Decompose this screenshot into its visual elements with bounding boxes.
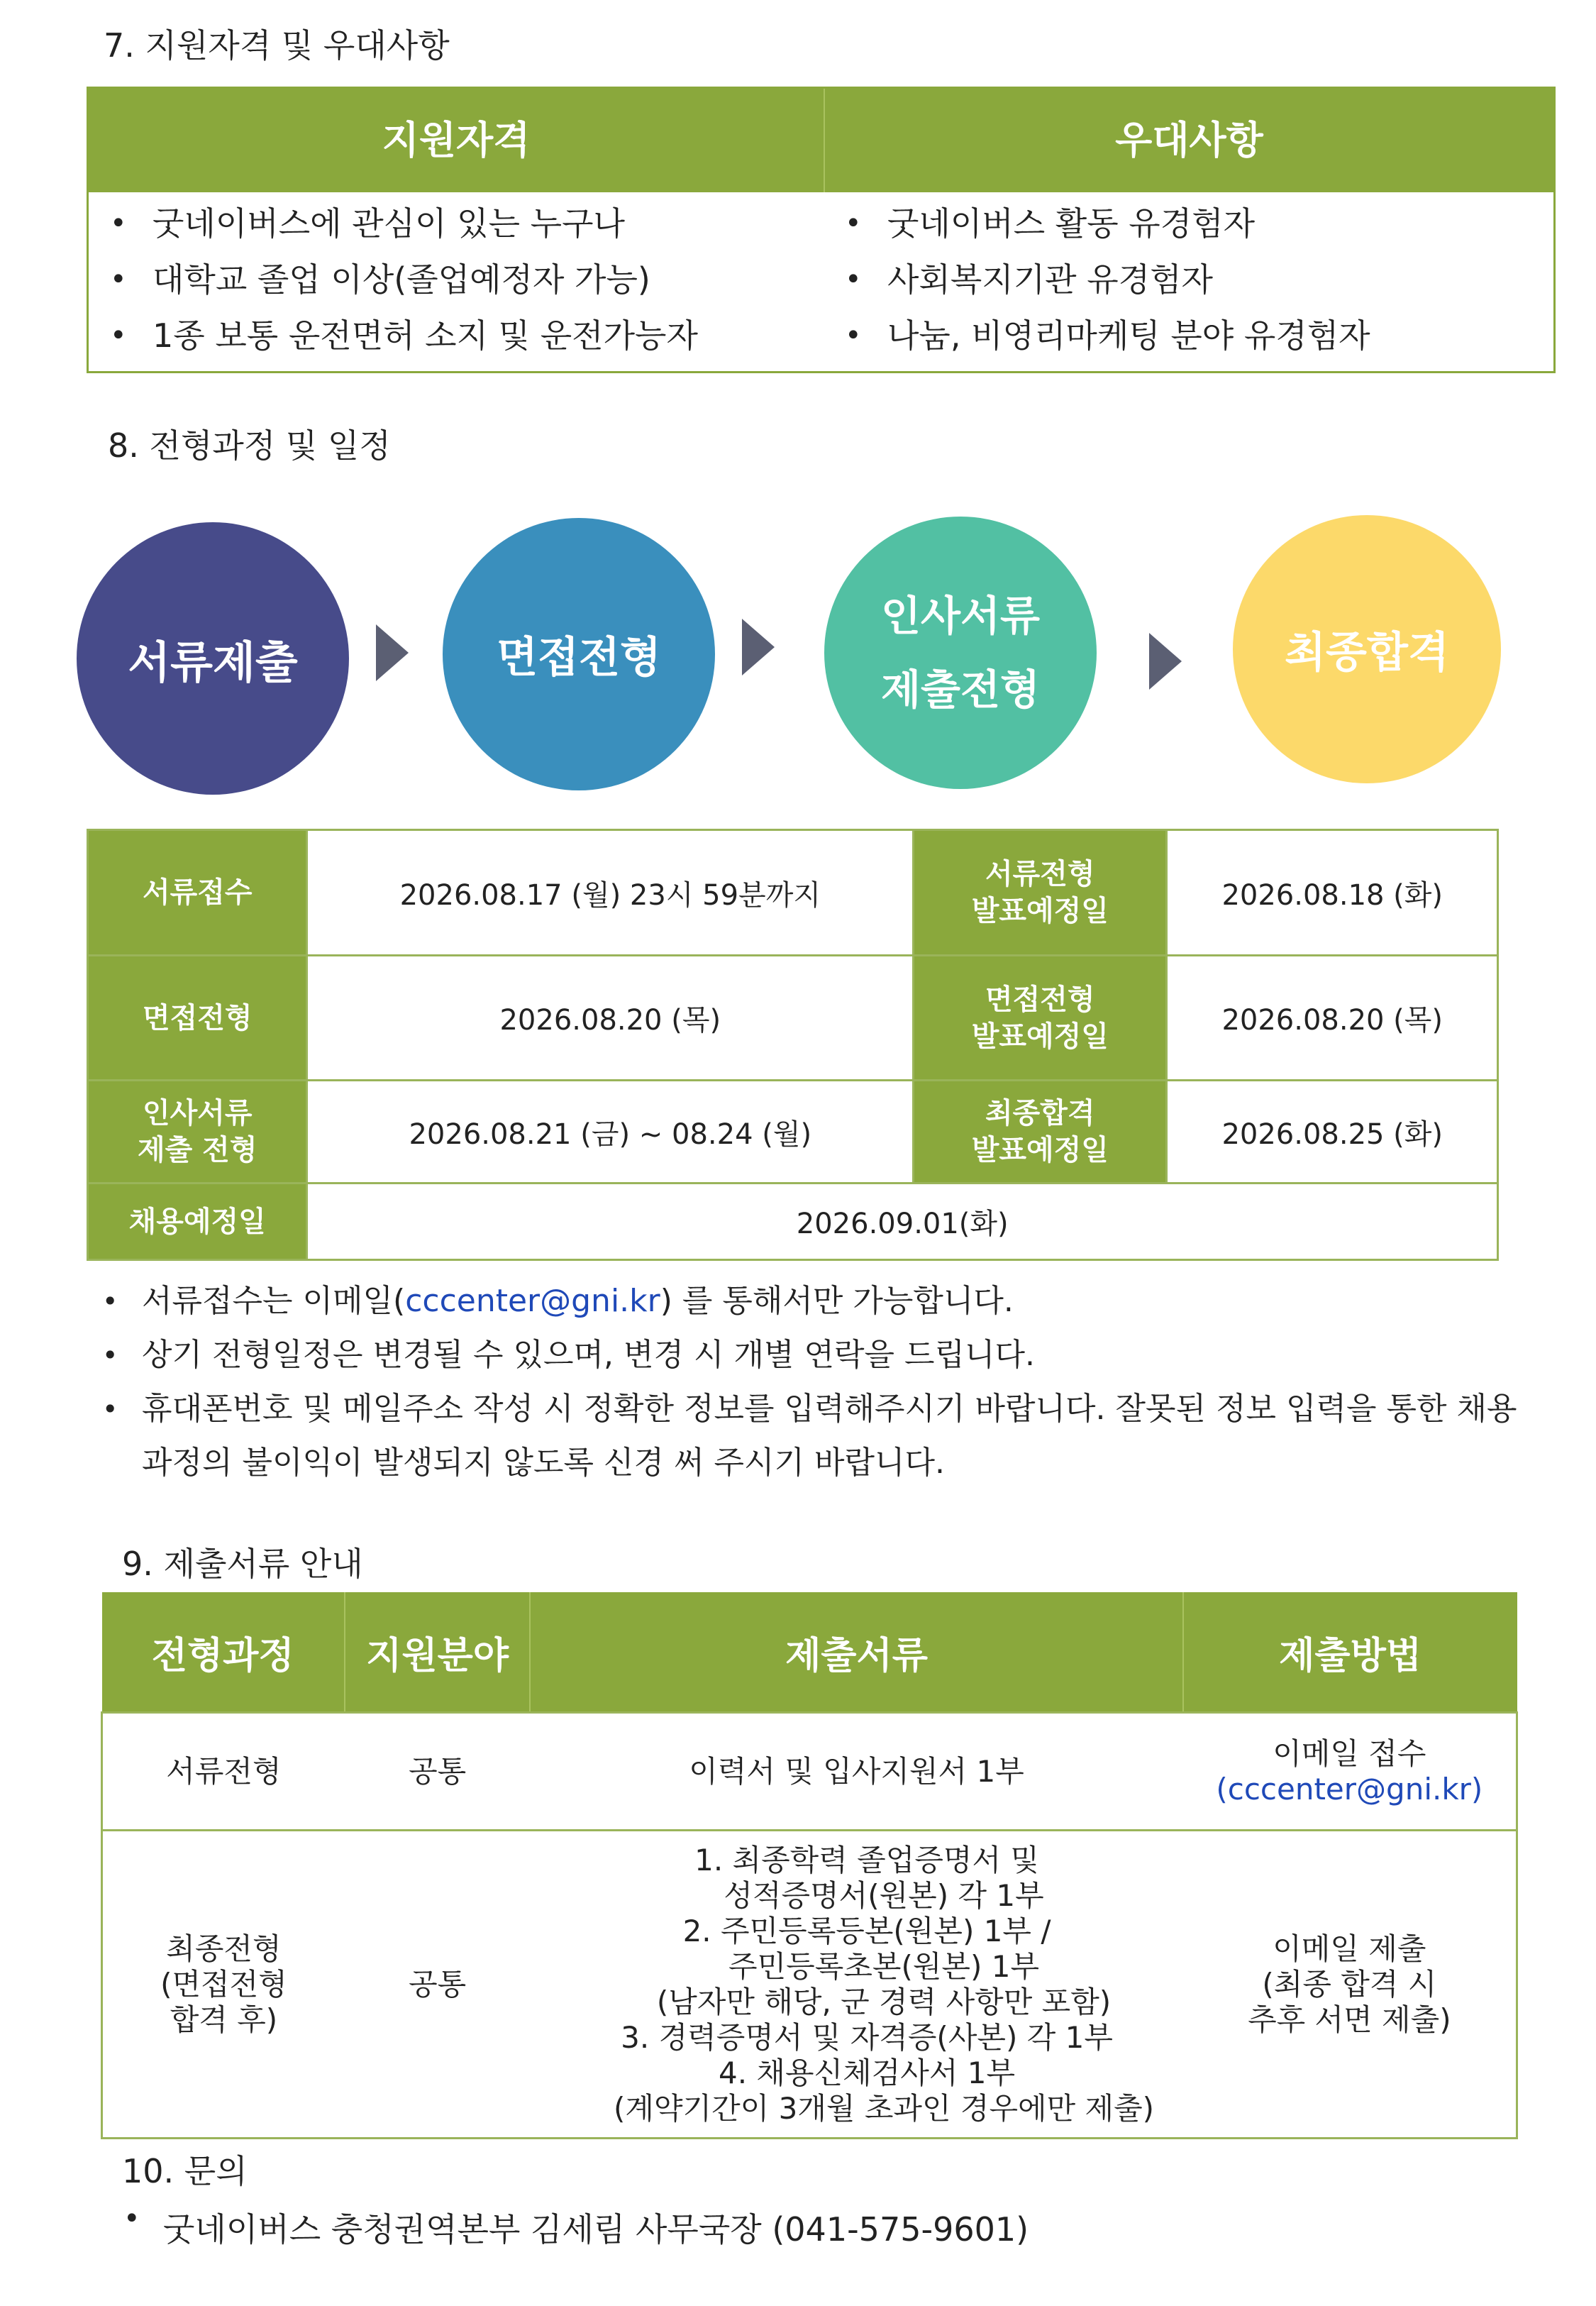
list-item: • 대학교 졸업 이상(졸업예정자 가능): [89, 251, 698, 307]
step-circle-document-submission: [77, 522, 349, 795]
step-circle-interview: [443, 518, 715, 790]
value-cell: 2026.08.21 (금) ~ 08.24 (월): [307, 1081, 914, 1184]
step-label: 서류제출: [128, 636, 298, 688]
label-line: 발표예정일: [971, 1134, 1109, 1166]
section-9-title: 9. 제출서류 안내: [122, 1545, 363, 1583]
note-item: [99, 1274, 1532, 1328]
col-header: 전형과정: [102, 1592, 345, 1713]
step-label: 인사서류: [880, 592, 1041, 640]
note-text: 서류접수는 이메일(: [142, 1283, 406, 1319]
stage-cell: 서류전형: [102, 1713, 345, 1831]
method-line: 추후 서면 제출): [1248, 2002, 1451, 2037]
table-row: [102, 1713, 1517, 1831]
note-text: 과정의 불이익이 발생되지 않도록 신경 써 주시기 바랍니다.: [142, 1445, 945, 1481]
step-label: 제출전형: [880, 666, 1041, 714]
doc-line: (계약기간이 3개월 초과인 경우에만 제출): [614, 2090, 1155, 2126]
table-row: [88, 1081, 1498, 1184]
col-header: 제출서류: [530, 1592, 1182, 1713]
method-cell: [1183, 1713, 1517, 1831]
docs-cell: [530, 1831, 1182, 2139]
method-line: (최종 합격 시: [1262, 1966, 1437, 2002]
label-line: 발표예정일: [971, 895, 1109, 927]
method-cell: [1183, 1831, 1517, 2139]
table-header-row: [102, 1592, 1517, 1713]
col-header-preference: 우대사항: [1115, 118, 1263, 162]
value-cell: 2026.08.20 (목): [1167, 956, 1498, 1081]
contact-text: 굿네이버스 충청권역본부 김세림 사무국장 (041-575-9601): [163, 2210, 1029, 2249]
method-line: 이메일 제출: [1273, 1931, 1426, 1966]
col-header: 지원분야: [345, 1592, 531, 1713]
label-cell: 면접전형: [88, 956, 307, 1081]
doc-line: 4. 채용신체검사서 1부: [719, 2055, 1016, 2090]
stage-line: 합격 후): [170, 2002, 278, 2037]
note-text: ) 를 통해서만 가능합니다.: [660, 1283, 1014, 1319]
table-row: [88, 1184, 1498, 1260]
col-header-qualification: 지원자격: [382, 118, 531, 162]
list-item: • 굿네이버스 활동 유경험자: [824, 195, 1370, 251]
schedule-notes: [99, 1274, 1532, 1490]
method-line: 이메일 접수: [1273, 1736, 1426, 1771]
label-line: 발표예정일: [971, 1020, 1109, 1053]
stage-line: 최종전형: [166, 1931, 282, 1966]
step-label: 최종합격: [1285, 628, 1449, 678]
label-line: 인사서류: [142, 1097, 253, 1130]
doc-line: 성적증명서(원본) 각 1부: [724, 1877, 1044, 1913]
label-cell: 채용예정일: [88, 1184, 307, 1260]
note-text: 휴대폰번호 및 메일주소 작성 시 정확한 정보를 입력해주시기 바랍니다. 잘못된 정보 입력을 통한 채용: [142, 1391, 1517, 1427]
table-row: [102, 1831, 1517, 2139]
label-line: 면접전형: [985, 983, 1095, 1016]
note-item: [99, 1382, 1532, 1490]
label-cell: 서류접수: [88, 830, 307, 956]
label-line: 서류전형: [985, 858, 1095, 890]
value-cell: 2026.08.17 (월) 23시 59분까지: [307, 830, 914, 956]
arrow-right-icon: [376, 624, 409, 681]
doc-line: 주민등록초본(원본) 1부: [728, 1948, 1040, 1984]
arrow-right-icon: [742, 619, 775, 675]
label-line: 최종합격: [985, 1097, 1095, 1130]
doc-line: 2. 주민등록등본(원본) 1부 /: [682, 1913, 1051, 1948]
label-line: 제출 전형: [137, 1134, 257, 1166]
step-label: 면접전형: [497, 633, 661, 683]
section-10-title: 10. 문의: [122, 2152, 248, 2190]
doc-line: 3. 경력증명서 및 자격증(사본) 각 1부: [621, 2019, 1113, 2055]
bullet: •: [123, 2202, 140, 2235]
step-circle-final-pass: [1233, 515, 1501, 783]
preference-list: [824, 195, 1370, 363]
value-cell: 2026.08.18 (화): [1167, 830, 1498, 956]
note-item: • 상기 전형일정은 변경될 수 있으며, 변경 시 개별 연락을 드립니다.: [99, 1328, 1532, 1382]
doc-line: (남자만 해당, 군 경력 사항만 포함): [656, 1984, 1112, 2019]
stage-cell: [102, 1831, 345, 2139]
field-cell: 공통: [345, 1713, 531, 1831]
documents-table: [101, 1592, 1518, 2139]
qualification-table-header: [89, 89, 1553, 192]
label-cell: [914, 1081, 1167, 1184]
stage-line: (면접전형: [160, 1966, 287, 2002]
value-cell: 2026.09.01(화): [307, 1184, 1498, 1260]
email-link[interactable]: (cccenter@gni.kr): [1216, 1771, 1483, 1806]
value-cell: 2026.08.20 (목): [307, 956, 914, 1081]
doc-line: 1. 최종학력 졸업증명서 및: [694, 1842, 1039, 1877]
table-row: [88, 956, 1498, 1081]
contact-item: [121, 2204, 1029, 2251]
list-item: • 굿네이버스에 관심이 있는 누구나: [89, 195, 698, 251]
qualification-list: [89, 195, 698, 363]
field-cell: 공통: [345, 1831, 531, 2139]
section-8-title: 8. 전형과정 및 일정: [108, 426, 391, 465]
list-item: • 사회복지기관 유경험자: [824, 251, 1370, 307]
label-cell: [914, 956, 1167, 1081]
email-link[interactable]: cccenter@gni.kr: [405, 1283, 660, 1319]
col-header: 제출방법: [1183, 1592, 1517, 1713]
label-cell: [914, 830, 1167, 956]
label-cell: [88, 1081, 307, 1184]
list-item: • 나눔, 비영리마케팅 분야 유경험자: [824, 307, 1370, 363]
docs-cell: 이력서 및 입사지원서 1부: [530, 1713, 1182, 1831]
section-7-title: 7. 지원자격 및 우대사항: [104, 26, 450, 65]
step-circle-hr-documents: [824, 517, 1097, 789]
schedule-table: [87, 829, 1499, 1261]
qualification-table: [87, 87, 1556, 373]
arrow-right-icon: [1149, 633, 1182, 690]
list-item: • 1종 보통 운전면허 소지 및 운전가능자: [89, 307, 698, 363]
value-cell: 2026.08.25 (화): [1167, 1081, 1498, 1184]
table-row: [88, 830, 1498, 956]
